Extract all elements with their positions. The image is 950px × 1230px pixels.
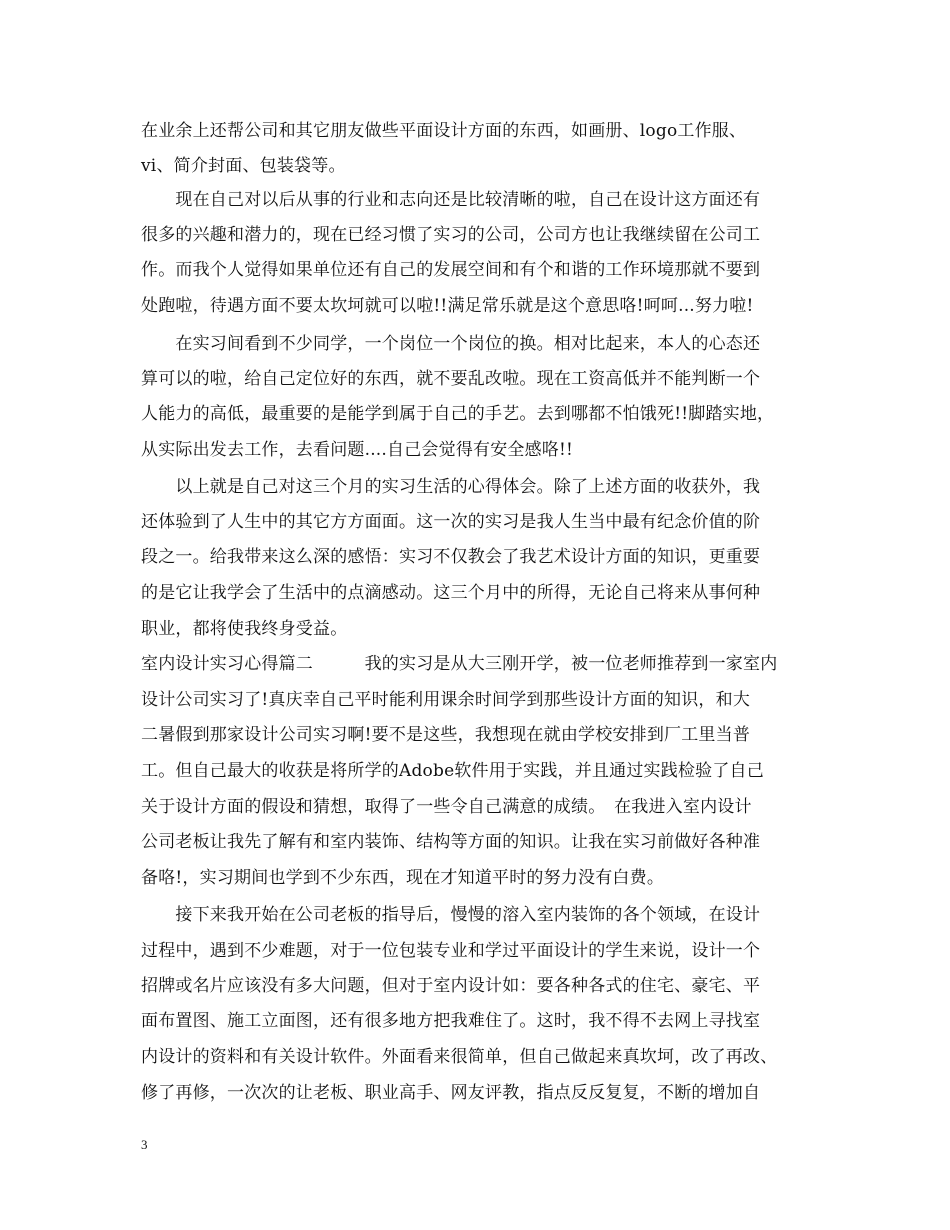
text-line: 现在自己对以后从事的行业和志向还是比较清晰的啦，自己在设计这方面还有 — [141, 190, 761, 210]
text-line: 招牌或名片应该没有多大问题，但对于室内设计如：要各种各式的住宅、豪宅、平 — [141, 976, 761, 996]
text-line: 在业余上还帮公司和其它朋友做些平面设计方面的东西，如画册、logo工作服、 — [141, 121, 747, 141]
text-line: 内设计的资料和有关设计软件。外面看来很简单，但自己做起来真坎坷，改了再改、 — [141, 1047, 778, 1067]
text-line: 二暑假到那家设计公司实习啊!要不是这些，我想现在就由学校安排到厂工里当普 — [141, 725, 751, 745]
text-line: 以上就是自己对这三个月的实习生活的心得体会。除了上述方面的收获外，我 — [141, 477, 761, 497]
text-line: 过程中，遇到不少难题，对于一位包装专业和学过平面设计的学生来说，设计一个 — [141, 941, 761, 961]
text-line: 人能力的高低，最重要的是能学到属于自己的手艺。去到哪都不怕饿死!!脚踏实地， — [141, 404, 775, 424]
text-line: 公司老板让我先了解有和室内装饰、结构等方面的知识。让我在实习前做好各种准 — [141, 832, 761, 852]
text-line: 修了再修，一次次的让老板、职业高手、网友评教，指点反反复复，不断的增加自 — [141, 1083, 761, 1103]
text-line: 接下来我开始在公司老板的指导后，慢慢的溶入室内装饰的各个领域，在设计 — [141, 905, 761, 925]
text-line: 还体验到了人生中的其它方方面面。这一次的实习是我人生当中最有纪念价值的阶 — [141, 512, 761, 532]
text-line: 备咯!，实习期间也学到不少东西，现在才知道平时的努力没有白费。 — [141, 868, 665, 888]
text-line: 算可以的啦，给自己定位好的东西，就不要乱改啦。现在工资高低并不能判断一个 — [141, 369, 761, 389]
text-line: 在实习间看到不少同学，一个岗位一个岗位的换。相对比起来，本人的心态还 — [141, 334, 761, 354]
text-line: 面布置图、施工立面图，还有很多地方把我难住了。这时，我不得不去网上寻找室 — [141, 1011, 761, 1031]
text-line: 从实际出发去工作，去看问题....自己会觉得有安全感咯!! — [141, 440, 574, 460]
text-line: 职业，都将使我终身受益。 — [141, 619, 348, 639]
text-line: 的是它让我学会了生活中的点滴感动。这三个月中的所得，无论自己将来从事何种 — [141, 583, 761, 603]
text-line: 作。而我个人觉得如果单位还有自己的发展空间和有个和谐的工作环境那就不要到 — [141, 260, 761, 280]
text-line: 设计公司实习了!真庆幸自己平时能利用课余时间学到那些设计方面的知识，和大 — [141, 690, 751, 710]
text-line: 很多的兴趣和潜力的，现在已经习惯了实习的公司，公司方也让我继续留在公司工 — [141, 225, 761, 245]
text-line: 处跑啦，待遇方面不要太坎坷就可以啦!!满足常乐就是这个意思咯!呵呵...努力啦! — [141, 296, 754, 316]
page-number: 3 — [141, 1137, 148, 1152]
text-line: 关于设计方面的假设和猜想，取得了一些令自己满意的成绩。 在我进入室内设计 — [141, 797, 752, 817]
text-line: 室内设计实习心得篇二 我的实习是从大三刚开学，被一位老师推荐到一家室内 — [141, 654, 778, 674]
text-line: 工。但自己最大的收获是将所学的Adobe软件用于实践，并且通过实践检验了自己 — [141, 761, 764, 781]
text-line: vi、简介封面、包装袋等。 — [141, 156, 346, 176]
text-line: 段之一。给我带来这么深的感悟：实习不仅教会了我艺术设计方面的知识，更重要 — [141, 547, 761, 567]
